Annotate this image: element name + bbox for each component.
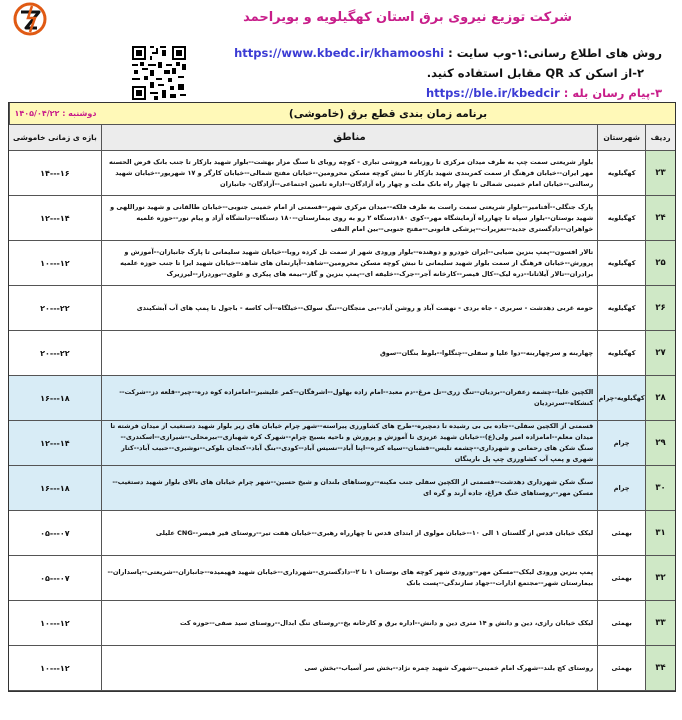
schedule-date: دوشنبه : ۱۴۰۵/۰۴/۲۲ [9, 103, 101, 124]
row-city-text: بهمئی [611, 619, 632, 627]
row-areas-text: پارک جنگلی--آفتامیر--بلوار شریعتی سمت راست به طرف فلکه--میدان مرکزی شهر--قسمتی از امام خمینی جنوبی--خیابان طالقانی و شهید نوراللهی و شهید بوستان--بلوار سپاه تا چهارراه آزمایشگاه مهر--کوی ۱۸۰دستگاه ۲ رو به روی بیمارستان--۱۸۰ دستگاه--دانشگاه آزاد و پیام نور--حوزه علمیه خواهران--دادگستری جدید--تعزیرات--پزشکی قانونی--مفتح جنوبی--بین امام النقی [110, 202, 594, 233]
row-index [645, 196, 675, 240]
row-index [645, 601, 675, 645]
row-areas-text: بلوار شریعتی سمت چپ به طرف میدان مرکزی تا روزنامه فروشی تباری - کوچه روبای تا سنگ مزار بهشت--بلوار شهید بازکار تا جنب بانک قرض الحسنه مهر ایران--خیابان فرهنگ از سمت کمربندی شهید بازکار تا نبش کوچه مسکن محرومین--خیابان مفتح شمالی--خیابان کارگر و ۱۷ شهریور--خیابان شهید رسالتی--خیابان امام خمینی شمالی تا چهار راه بانک ملت و چهار راه آزادگان--اداره تامین اجتماعی--آزادگان- جانبازان [109, 157, 594, 188]
table-row [9, 511, 675, 556]
row-time-text: ۱۴---۱۶ [40, 168, 70, 178]
row-city-text: کهگیلویه [607, 214, 636, 222]
row-city [597, 601, 645, 645]
row-index-text: ۳۲ [655, 573, 666, 583]
row-time [9, 196, 101, 240]
row-city [597, 286, 645, 330]
row-areas [101, 421, 598, 465]
row-time-text: ۲۰---۲۲ [40, 303, 70, 313]
table-row [9, 601, 675, 646]
row-time-text: ۱۰---۱۲ [40, 618, 70, 628]
row-index [645, 556, 675, 600]
row-city [597, 331, 645, 375]
row-time [9, 376, 101, 420]
bale-link[interactable]: https://ble.ir/kbedcir [426, 86, 560, 100]
row-time [9, 556, 101, 600]
table-row [9, 376, 675, 421]
table-body [9, 151, 675, 691]
lightning-logo-icon [8, 2, 52, 36]
row-city [597, 241, 645, 285]
row-index [645, 151, 675, 195]
row-areas [101, 511, 598, 555]
row-city [597, 511, 645, 555]
row-time [9, 151, 101, 195]
header-index: ردیف [645, 125, 675, 150]
row-areas-text: سنگ شکن شهرداری دهدشت--قسمتی از الکچین سفلی جنب مکینه--روستاهای بلندان و شیخ حسین--شهر چرام خیابان های بالای بلوار شهید دستغیب--مسکن مهر--روستاهای خنگ فراغ، جاده آرند و گره ای [112, 478, 594, 497]
row-areas-text: تالار افسون--پمپ بنزین ضیایی--ایران خودرو و دوهنده--بلوار ورودی شهر از سمت تل کرده روبا--خیابان شهید سلیمانی تا پارک جانبازان--آموزش و پرورش--خیابان فرهنگ از سمت بلوار شهید سلیمانی تا نبش کوچه مسکن محرومین--شاهد--آپارتمان های شاهد--خیابان شهید ایرا تا جنب حوزه علمیه برادران--تالار آیلاتانا--دره لیک--کال قیصر--کارخانه آجر--جرک--خلیفه ای--پمپ بنزین و گاز--بیمه های پیکری و علوی--بوردراز--لیرزیرک [120, 247, 594, 278]
row-index [645, 511, 675, 555]
row-index [645, 421, 675, 465]
qr-code-icon[interactable] [130, 44, 188, 102]
table-row [9, 241, 675, 286]
row-areas-text: لیکک خیابان رازی، دین و دانش و ۱۴ متری دین و دانش--اداره برق و کارخانه یخ--روستای تنگ ابدال--روستای سید صفی--حوزه کت [180, 618, 594, 627]
info-section [0, 40, 682, 100]
row-index-text: ۲۴ [655, 213, 666, 223]
row-index [645, 466, 675, 510]
row-index-text: ۳۱ [655, 528, 666, 538]
row-index-text: ۳۰ [655, 483, 666, 493]
header-areas: مناطق [101, 125, 598, 150]
website-label: روش های اطلاع رسانی:۱-وب سایت : [444, 46, 662, 60]
row-areas [101, 646, 598, 690]
row-areas [101, 241, 598, 285]
row-index-text: ۳۴ [655, 663, 666, 673]
row-areas [101, 196, 598, 240]
row-city [597, 556, 645, 600]
row-city-text: بهمئی [611, 574, 632, 582]
row-time-text: ۱۰---۱۲ [40, 663, 70, 673]
website-link[interactable]: https://www.kbedc.ir/khamooshi [234, 46, 445, 60]
row-city-text: کهگیلویه [607, 304, 636, 312]
table-row [9, 331, 675, 376]
table-row [9, 286, 675, 331]
row-time-text: ۱۲---۱۴ [40, 213, 70, 223]
outage-schedule-table [8, 102, 676, 692]
row-time [9, 511, 101, 555]
row-areas [101, 376, 598, 420]
table-row [9, 421, 675, 466]
row-time [9, 466, 101, 510]
table-title-row [9, 103, 675, 125]
row-time [9, 331, 101, 375]
row-city-text: کهگیلویه [607, 259, 636, 267]
row-time-text: ۱۰---۱۲ [40, 258, 70, 268]
company-province: کهگیلویه و بویراحمد [243, 10, 372, 25]
info-qr-line: ۲-از اسکن کد QR مقابل استفاده کنید. [426, 66, 644, 80]
row-city [597, 421, 645, 465]
row-time [9, 646, 101, 690]
row-index-text: ۲۵ [655, 258, 666, 268]
header-city: شهرستان [597, 125, 645, 150]
table-row [9, 196, 675, 241]
row-city-text: کهگیلویه [607, 169, 636, 177]
row-areas-text: پمپ بنزین ورودی لیکک--مسکن مهر--ورودی شهر کوچه های بوستان ۱ تا ۲--دادگستری--شهرداری--خیابان شهید فهیمیده--جانبازان--شریعتی--پاسداران--بیمارستان شهر--مجتمع ادارات--جهاد سازندگی--پست بانک [107, 568, 594, 587]
row-city-text: چرام [613, 439, 630, 447]
row-areas-text: قسمتی از الکچین سفلی--جاده بی بی رشیده تا دمچیره--طرح های کشاورزی پیراسته--شهر چرام خیابان های زیر بلوار شهید دستغیب از میدان فرشته تا میدان معلم--امامزاده امیر ولی(ع)--خیابان شهید عزیزی تا آموزش و پرورش و ناحیه بسیج چرام--شهرک کره شهبازی--بیرمحلی--شیرازی--اسکندری--سنگ شکن های رحمانی و شهرداری--چشمه تلیس--قشبان--سیاه کتره--اپنا آباد--نسیس آباد--کودی--بنگ آباد--کنجان بلوکی--نوشیری--حبیب آباد--کتار شهری و پمپ آب کشاورزی چپ پل بارینگان [110, 422, 594, 463]
row-city [597, 196, 645, 240]
row-time-text: ۱۲---۱۴ [40, 438, 70, 448]
row-city-text: کهگیلویه [607, 349, 636, 357]
row-areas-text: چهاربنه و سرچهاربنه--دوا علیا و سفلی--چنگلوا--بلوط بنگان--سوق [379, 348, 594, 357]
row-areas-text: لیکک خیابان قدس از گلستان ۱ الی ۱۰--خیابان مولوی از ابتدای قدس تا چهارراه رهبری--خیابان هفت تیر--روستای قیر قیصر--CNG علیلی [155, 528, 594, 537]
row-time-text: ۱۶---۱۸ [40, 483, 70, 493]
header [0, 0, 682, 40]
company-name [243, 10, 572, 25]
row-time [9, 286, 101, 330]
row-city [597, 151, 645, 195]
bale-label: ۳-پیام رسان بله : [559, 86, 662, 100]
row-city-text: چرام [613, 484, 630, 492]
table-row [9, 646, 675, 691]
company-logo [8, 2, 52, 36]
row-index-text: ۳۳ [655, 618, 666, 628]
row-index-text: ۲۳ [655, 168, 666, 178]
row-index [645, 241, 675, 285]
info-website-line [234, 46, 662, 60]
row-city-text: بهمئی [611, 529, 632, 537]
table-row [9, 466, 675, 511]
row-time-text: ۰۵---۰۷ [40, 573, 70, 583]
row-time [9, 241, 101, 285]
row-city [597, 646, 645, 690]
row-city-text: کهگیلویه-چرام [598, 394, 645, 402]
info-bale-line [426, 86, 662, 100]
table-title: برنامه زمان بندی قطع برق (خاموشی) [288, 107, 488, 120]
table-header-row [9, 125, 675, 151]
row-time-text: ۱۶---۱۸ [40, 393, 70, 403]
row-areas-text: روستای کج بلند--شهرک امام خمینی--شهرک شهید چمره نژاد--بخش سر آسیاب--بخش سی [304, 663, 594, 672]
table-row [9, 556, 675, 601]
row-index-text: ۲۹ [655, 438, 666, 448]
row-areas-text: الکچین علیا--چشمه زعفران--بردیان--تنگ زری--تل مرغ--دم معبد--امام زاده بهلول--اشرفگان--کمر علیشیر--امامزاده کوه دره--چیر--قلعه دز--شرکت--کنشکاه--سرتردیان [119, 388, 594, 407]
row-areas [101, 151, 598, 195]
header-time: بازه ی زمانی خاموشی [12, 133, 97, 142]
row-time-text: ۲۰---۲۲ [40, 348, 70, 358]
row-areas [101, 331, 598, 375]
row-time [9, 421, 101, 465]
row-city [597, 466, 645, 510]
row-areas [101, 601, 598, 645]
row-areas [101, 466, 598, 510]
row-areas-text: حومه غربی دهدشت - سربری - جاه بردی - نهضت آباد و روشن آباد--بی متجگان--تنگ سولک--خیلگاه--آب کاسه - باجول تا پمپ های آب آبشکیندی [136, 303, 594, 312]
row-time-text: ۰۵---۰۷ [40, 528, 70, 538]
row-index [645, 376, 675, 420]
row-index-text: ۲۷ [655, 348, 666, 358]
row-index [645, 646, 675, 690]
row-time [9, 601, 101, 645]
row-index [645, 331, 675, 375]
table-row [9, 151, 675, 196]
row-index [645, 286, 675, 330]
row-index-text: ۲۶ [655, 303, 666, 313]
row-city [597, 376, 645, 420]
row-index-text: ۲۸ [655, 393, 666, 403]
row-areas [101, 286, 598, 330]
company-name-prefix: شرکت توزیع نیروی برق استان [371, 10, 572, 25]
row-city-text: بهمئی [611, 664, 632, 672]
row-areas [101, 556, 598, 600]
